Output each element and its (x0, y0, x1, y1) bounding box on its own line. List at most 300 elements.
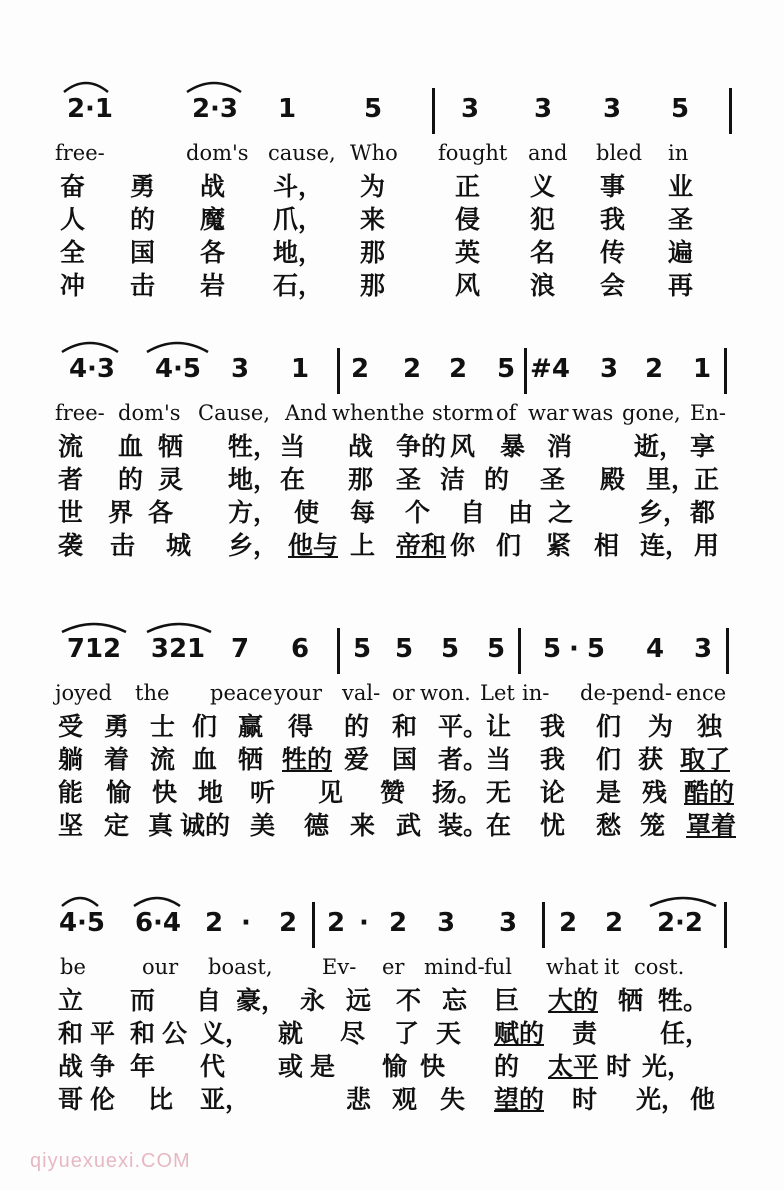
verse-3-lyrics (0, 237, 784, 270)
lyric-char: 乡， (638, 498, 689, 527)
note: 2 (388, 908, 408, 938)
lyric-char: 牺 (618, 986, 644, 1015)
lyric-char: 侵 (455, 205, 481, 234)
lyric-word: gone, (622, 401, 681, 425)
lyric-char: 来 (350, 811, 376, 840)
lyric-char: 为 (648, 712, 674, 741)
lyric-char: 伦 (90, 1085, 116, 1114)
lyric-char: 业 (668, 172, 694, 201)
lyric-char: 每 (350, 498, 376, 527)
lyric-char: 国 (392, 745, 418, 774)
lyric-char: 消 (547, 432, 573, 461)
lyric-char: 殿 (600, 465, 626, 494)
verse-4-lyrics (0, 1084, 784, 1117)
lyric-word: Let (480, 681, 515, 705)
lyric-char: 躺 (58, 745, 84, 774)
verse-1-lyrics (0, 171, 784, 204)
verse-4-lyrics (0, 810, 784, 843)
note: 3 (230, 354, 250, 384)
lyric-char: 流 (150, 745, 176, 774)
notation-row (0, 338, 784, 398)
english-lyrics (0, 398, 784, 431)
note: 2 (604, 908, 624, 938)
lyric-char: 独 (697, 712, 723, 741)
lyric-word: the (390, 401, 425, 425)
verse-1-lyrics (0, 711, 784, 744)
lyric-char: 相 (594, 531, 620, 560)
lyric-char: 连， (640, 531, 691, 560)
lyric-char: 快 (152, 778, 178, 807)
slur (60, 892, 100, 908)
barline (726, 628, 729, 674)
lyric-char: 们 (596, 745, 622, 774)
lyric-char: 牺 (158, 432, 184, 461)
barline (729, 88, 732, 134)
lyric-char: 时 (572, 1085, 598, 1114)
verse-3-lyrics (0, 1051, 784, 1084)
lyric-word: de- (580, 681, 613, 705)
lyric-char: 奋 (60, 172, 86, 201)
note: 5 (352, 634, 372, 664)
lyric-char: 扬。 (432, 778, 483, 807)
lyric-char: 义， (200, 1019, 251, 1048)
note: 4·3 (68, 354, 116, 384)
lyric-char: 由 (508, 498, 534, 527)
lyric-word: val- (342, 681, 381, 705)
lyric-char: 逝， (634, 432, 685, 461)
lyric-char: 勇 (130, 172, 156, 201)
lyric-char: 在 (280, 465, 306, 494)
lyric-char: 他 (690, 1085, 716, 1114)
lyric-char: 真 (148, 811, 174, 840)
lyric-char: 灵 (158, 465, 184, 494)
lyric-char: 永 (300, 986, 326, 1015)
lyric-char: 定 (104, 811, 130, 840)
lyric-char: 冲 (60, 271, 86, 300)
lyric-char: 圣 (396, 465, 422, 494)
slur (60, 338, 120, 354)
lyric-char: 自 (460, 498, 486, 527)
lyric-word: dom's (186, 141, 249, 165)
lyric-char: 残 (642, 778, 668, 807)
lyric-char: 德 (304, 811, 330, 840)
note: 3 (602, 94, 622, 124)
lyric-char: 的 (484, 465, 510, 494)
lyric-word: free- (55, 141, 105, 165)
lyric-char: 酷的 (684, 778, 735, 807)
lyric-char: 美 (250, 811, 276, 840)
note: 2 (402, 354, 422, 384)
lyric-char: 国 (130, 238, 156, 267)
lyric-char: 各 (200, 238, 226, 267)
lyric-word: boast, (208, 955, 273, 979)
note: 5 (440, 634, 460, 664)
english-lyrics (0, 138, 784, 171)
notation-row (0, 618, 784, 678)
note: 3 (533, 94, 553, 124)
note: 1 (277, 94, 297, 124)
note: #4 (530, 354, 570, 384)
lyric-char: 见 (318, 778, 344, 807)
lyric-char: 太平 (548, 1052, 599, 1081)
note: 3 (693, 634, 713, 664)
lyric-char: 使 (294, 498, 320, 527)
lyric-word: ful (484, 955, 513, 979)
lyric-char: 不 (396, 986, 422, 1015)
note: 5 (486, 634, 506, 664)
lyric-word: cost. (634, 955, 685, 979)
verse-2-lyrics (0, 744, 784, 777)
lyric-char: 诚的 (180, 811, 231, 840)
lyric-char: 战 (58, 1052, 84, 1081)
lyric-char: 人 (60, 205, 86, 234)
lyric-char: 正 (455, 172, 481, 201)
lyric-char: 我 (540, 712, 566, 741)
lyric-char: 袭 (58, 531, 84, 560)
barline (312, 902, 315, 948)
lyric-char: 地， (228, 465, 279, 494)
lyric-word: peace (210, 681, 273, 705)
lyric-char: 犯 (530, 205, 556, 234)
notation-row (0, 892, 784, 952)
score-system-3 (0, 618, 784, 843)
lyric-word: And (285, 401, 328, 425)
lyric-char: 时 (606, 1052, 632, 1081)
note: 5 (496, 354, 516, 384)
lyric-char: 忧 (540, 811, 566, 840)
lyric-word: and (528, 141, 568, 165)
lyric-char: 个 (405, 498, 431, 527)
note: 2·1 (66, 94, 114, 124)
lyric-char: 世 (58, 498, 84, 527)
lyric-char: 紧 (546, 531, 572, 560)
note: 2·2 (656, 908, 704, 938)
lyric-char: 巨 (494, 986, 520, 1015)
lyric-char: 者 (58, 465, 84, 494)
lyric-char: 天 (436, 1019, 462, 1048)
lyric-word: En- (690, 401, 726, 425)
lyric-word: war (528, 401, 569, 425)
lyric-char: 愁 (596, 811, 622, 840)
note: 3 (436, 908, 456, 938)
lyric-word: won. (420, 681, 471, 705)
lyric-char: 光， (642, 1052, 693, 1081)
lyric-char: 血 (192, 745, 218, 774)
lyric-char: 大的 (548, 986, 599, 1015)
score-system-2 (0, 338, 784, 563)
lyric-char: 是 (310, 1052, 336, 1081)
lyric-char: 赞 (380, 778, 406, 807)
lyric-char: 是 (596, 778, 622, 807)
note: 2 (326, 908, 346, 938)
lyric-char: 失 (440, 1085, 466, 1114)
lyric-word: was (572, 401, 614, 425)
note: 5·5 (542, 634, 614, 664)
barline (337, 628, 340, 674)
note: 2 (644, 354, 664, 384)
notation-row (0, 78, 784, 138)
lyric-char: 界 (108, 498, 134, 527)
note: 3 (599, 354, 619, 384)
lyric-char: 爱 (344, 745, 370, 774)
slur (132, 892, 182, 908)
lyric-char: 都 (690, 498, 716, 527)
note: 1 (290, 354, 310, 384)
lyric-char: 事 (600, 172, 626, 201)
lyric-word: your (274, 681, 323, 705)
slur (62, 78, 110, 94)
lyric-char: 愉 (382, 1052, 408, 1081)
lyric-char: 我 (600, 205, 626, 234)
lyric-word: in- (522, 681, 550, 705)
lyric-char: 爪， (273, 205, 324, 234)
lyric-char: 牲的 (282, 745, 333, 774)
lyric-word: the (135, 681, 170, 705)
lyric-char: 让 (486, 712, 512, 741)
note: · (241, 908, 251, 938)
lyric-char: 平。 (438, 712, 489, 741)
lyric-char: 取了 (680, 745, 731, 774)
slur (145, 618, 213, 634)
lyric-word: Cause, (198, 401, 270, 425)
note: 5 (670, 94, 690, 124)
lyric-char: 自 (196, 986, 222, 1015)
note: 2·3 (191, 94, 239, 124)
lyric-char: 坚 (58, 811, 84, 840)
lyric-char: 圣 (668, 205, 694, 234)
lyric-word: pend- (612, 681, 672, 705)
slur (60, 618, 128, 634)
lyric-char: 赢 (238, 712, 264, 741)
lyric-char: 帝和 (396, 531, 447, 560)
lyric-word: Who (350, 141, 398, 165)
lyric-char: 地 (198, 778, 224, 807)
note: · (359, 908, 369, 938)
lyric-char: 受 (58, 712, 84, 741)
note: 7 (230, 634, 250, 664)
lyric-word: dom's (118, 401, 181, 425)
lyric-char: 地， (273, 238, 324, 267)
lyric-char: 笼 (640, 811, 666, 840)
lyric-char: 着 (104, 745, 130, 774)
note: 2 (350, 354, 370, 384)
lyric-word: bled (596, 141, 643, 165)
lyric-word: our (142, 955, 179, 979)
lyric-char: 获 (638, 745, 664, 774)
lyric-char: 那 (348, 465, 374, 494)
lyric-char: 传 (600, 238, 626, 267)
lyric-word: or (392, 681, 415, 705)
lyric-char: 勇 (104, 712, 130, 741)
lyric-char: 的 (130, 205, 156, 234)
lyric-word: free- (55, 401, 105, 425)
lyric-word: it (604, 955, 620, 979)
note: 3 (498, 908, 518, 938)
lyric-char: 为 (360, 172, 386, 201)
lyric-char: 我 (540, 745, 566, 774)
lyric-char: 英 (455, 238, 481, 267)
lyric-word: Ev- (322, 955, 357, 979)
lyric-char: 岩 (200, 271, 226, 300)
lyric-char: 比 (148, 1085, 174, 1114)
score-system-4 (0, 892, 784, 1117)
lyric-char: 风 (455, 271, 481, 300)
lyric-word: ence (676, 681, 727, 705)
lyric-char: 风 (450, 432, 476, 461)
note: 4 (645, 634, 665, 664)
lyric-char: 义 (530, 172, 556, 201)
lyric-char: 士 (150, 712, 176, 741)
lyric-char: 再 (668, 271, 694, 300)
note: 2 (204, 908, 224, 938)
lyric-char: 方， (228, 498, 279, 527)
lyric-char: 洁 (440, 465, 466, 494)
lyric-char: 各 (148, 498, 174, 527)
lyric-char: 击 (130, 271, 156, 300)
lyric-char: 正 (694, 465, 720, 494)
lyric-char: 年 (130, 1052, 156, 1081)
lyric-char: 快 (420, 1052, 446, 1081)
score-system-1 (0, 78, 784, 303)
note: 3 (460, 94, 480, 124)
note: 2 (278, 908, 298, 938)
lyric-char: 的 (118, 465, 144, 494)
lyric-word: what (546, 955, 599, 979)
verse-3-lyrics (0, 497, 784, 530)
barline (432, 88, 435, 134)
barline (542, 902, 545, 948)
lyric-word: mind- (424, 955, 485, 979)
lyric-char: 牲， (228, 432, 279, 461)
note: 1 (692, 354, 712, 384)
lyric-char: 任， (660, 1019, 711, 1048)
lyric-char: 血 (118, 432, 144, 461)
verse-2-lyrics (0, 464, 784, 497)
note: 4·5 (154, 354, 202, 384)
lyric-char: 流 (58, 432, 84, 461)
lyric-char: 公 (162, 1019, 188, 1048)
lyric-char: 立 (58, 986, 84, 1015)
lyric-char: 争的 (396, 432, 447, 461)
lyric-char: 武 (396, 811, 422, 840)
note: 4·5 (58, 908, 106, 938)
lyric-char: 城 (166, 531, 192, 560)
lyric-word: er (382, 955, 405, 979)
note: 5 (394, 634, 414, 664)
lyric-word: be (60, 955, 86, 979)
lyric-char: 了 (394, 1019, 420, 1048)
lyric-char: 那 (360, 238, 386, 267)
lyric-char: 战 (348, 432, 374, 461)
lyric-char: 光， (636, 1085, 687, 1114)
verse-1-lyrics (0, 985, 784, 1018)
lyric-char: 和 (130, 1019, 156, 1048)
lyric-word: in (668, 141, 689, 165)
lyric-char: 听 (250, 778, 276, 807)
barline (518, 628, 521, 674)
lyric-char: 那 (360, 271, 386, 300)
lyric-word: joyed (55, 681, 112, 705)
lyric-char: 观 (392, 1085, 418, 1114)
lyric-char: 在 (486, 811, 512, 840)
lyric-char: 暴 (500, 432, 526, 461)
lyric-char: 和 (392, 712, 418, 741)
lyric-char: 遍 (668, 238, 694, 267)
note: 321 (150, 634, 206, 664)
lyric-char: 斗， (273, 172, 324, 201)
lyric-char: 得 (288, 712, 314, 741)
lyric-char: 浪 (530, 271, 556, 300)
lyric-char: 之 (548, 498, 574, 527)
lyric-char: 战 (200, 172, 226, 201)
barline (724, 902, 727, 948)
verse-2-lyrics (0, 1018, 784, 1051)
lyric-char: 击 (110, 531, 136, 560)
verse-3-lyrics (0, 777, 784, 810)
lyric-word: cause, (268, 141, 336, 165)
lyric-char: 装。 (438, 811, 489, 840)
lyric-char: 哥 (58, 1085, 84, 1114)
lyric-char: 罩着 (686, 811, 737, 840)
barline (724, 348, 727, 394)
lyric-char: 悲 (346, 1085, 372, 1114)
lyric-char: 牺 (238, 745, 264, 774)
lyric-char: 乡， (228, 531, 279, 560)
lyric-char: 石， (273, 271, 324, 300)
lyric-char: 争 (90, 1052, 116, 1081)
lyric-char: 和 (58, 1019, 84, 1048)
lyric-char: 责 (572, 1019, 598, 1048)
lyric-char: 牲。 (658, 986, 709, 1015)
lyric-char: 尽 (340, 1019, 366, 1048)
english-lyrics (0, 952, 784, 985)
lyric-char: 愉 (106, 778, 132, 807)
lyric-char: 的 (344, 712, 370, 741)
lyric-word: when (332, 401, 390, 425)
lyric-char: 代 (200, 1052, 226, 1081)
lyric-char: 们 (496, 531, 522, 560)
lyric-char: 名 (530, 238, 556, 267)
lyric-word: fought (438, 141, 508, 165)
lyric-char: 远 (346, 986, 372, 1015)
lyric-char: 圣 (540, 465, 566, 494)
lyric-char: 论 (540, 778, 566, 807)
lyric-char: 豪， (236, 986, 287, 1015)
lyric-char: 们 (192, 712, 218, 741)
lyric-word: of (496, 401, 517, 425)
slur (185, 78, 243, 94)
lyric-char: 你 (450, 531, 476, 560)
lyric-char: 就 (278, 1019, 304, 1048)
lyric-char: 而 (130, 986, 156, 1015)
lyric-char: 亚， (200, 1085, 251, 1114)
lyric-char: 或 (278, 1052, 304, 1081)
lyric-char: 忘 (442, 986, 468, 1015)
english-lyrics (0, 678, 784, 711)
lyric-char: 会 (600, 271, 626, 300)
lyric-char: 者。 (438, 745, 489, 774)
note: 2 (558, 908, 578, 938)
note: 6 (290, 634, 310, 664)
lyric-word: storm (432, 401, 494, 425)
verse-4-lyrics (0, 530, 784, 563)
note: 2 (448, 354, 468, 384)
lyric-char: 来 (360, 205, 386, 234)
slur (145, 338, 210, 354)
lyric-char: 望的 (494, 1085, 545, 1114)
slur (648, 892, 718, 908)
lyric-char: 的 (494, 1052, 520, 1081)
